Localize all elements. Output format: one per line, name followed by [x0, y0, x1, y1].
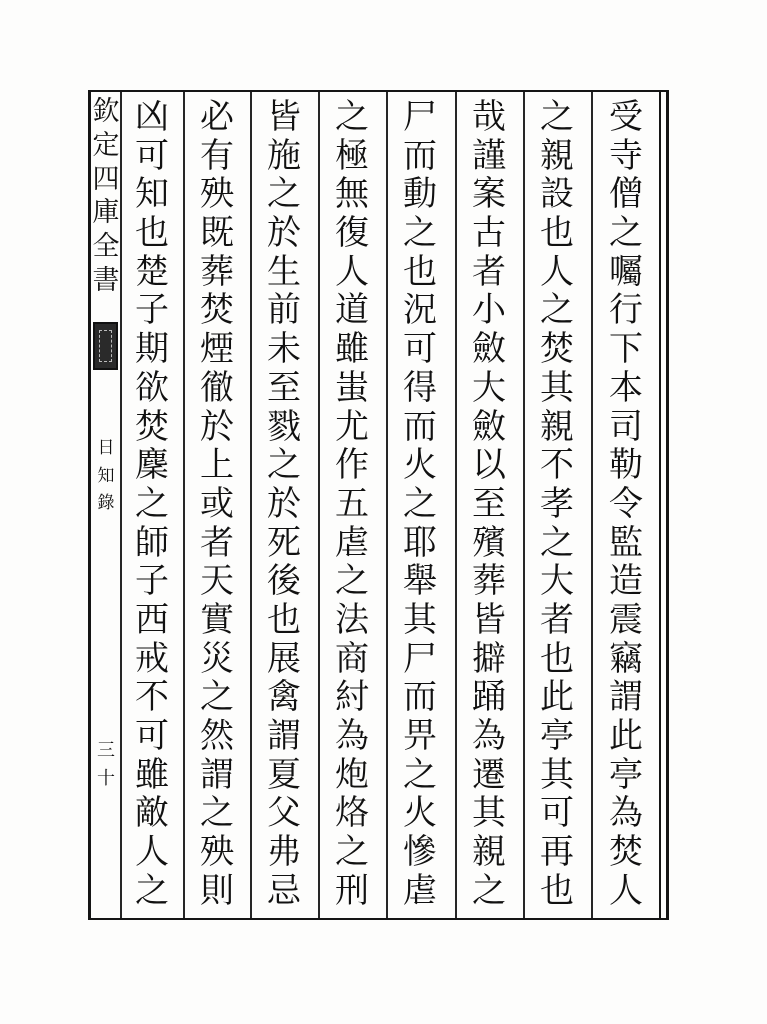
character: 可 [135, 716, 169, 756]
character: 者 [540, 599, 574, 640]
character: 至 [472, 483, 506, 524]
character: 慘 [403, 832, 437, 873]
character: 之 [335, 561, 369, 602]
character: 得 [403, 367, 437, 408]
character: 謂 [200, 754, 234, 795]
character: 其 [540, 754, 574, 795]
character: 亭 [540, 716, 574, 756]
character: 可 [540, 793, 574, 834]
character: 未 [267, 329, 301, 370]
frame-top-border [88, 90, 668, 92]
character: 古 [472, 213, 506, 254]
volume-label-box [93, 322, 118, 370]
character: 踊 [472, 677, 506, 718]
character: 畀 [403, 716, 437, 756]
character: 其 [403, 599, 437, 640]
character: 之 [267, 174, 301, 215]
character: 司 [609, 406, 643, 447]
character: 令 [609, 483, 643, 524]
character: 造 [609, 561, 643, 602]
text-column-1 [595, 97, 657, 911]
character: 十 [97, 768, 115, 789]
character: 戒 [135, 638, 169, 679]
character: 遷 [472, 754, 506, 795]
character: 再 [540, 832, 574, 873]
character: 前 [267, 290, 301, 331]
character: 全 [92, 231, 120, 263]
character: 殃 [200, 174, 234, 215]
character: 之 [540, 290, 574, 331]
character: 者 [200, 522, 234, 563]
character: 煙 [200, 329, 234, 370]
character: 囑 [609, 251, 643, 292]
character: 楚 [135, 251, 169, 292]
character: 五 [335, 483, 369, 524]
character: 定 [92, 129, 120, 161]
character: 下 [609, 329, 643, 370]
character: 炮 [335, 754, 369, 795]
book-title [93, 440, 119, 512]
character: 敵 [135, 793, 169, 834]
character: 知 [97, 465, 115, 486]
character: 不 [540, 445, 574, 486]
character: 擗 [472, 638, 506, 679]
character: 此 [540, 677, 574, 718]
character: 四 [92, 163, 120, 195]
character: 受 [609, 97, 643, 137]
character: 實 [200, 599, 234, 640]
character: 庫 [92, 197, 120, 229]
character: 尸 [403, 638, 437, 679]
column-rule [318, 92, 320, 918]
character: 可 [135, 135, 169, 176]
frame-right-outer-border [666, 90, 669, 920]
character: 舉 [403, 561, 437, 602]
collection-title [90, 98, 122, 294]
character: 也 [540, 870, 574, 911]
character: 之 [540, 97, 574, 137]
character: 師 [135, 522, 169, 563]
character: 火 [403, 793, 437, 834]
character: 之 [335, 832, 369, 873]
text-column-5 [321, 97, 383, 911]
page-number [93, 742, 119, 788]
character: 之 [540, 522, 574, 563]
character: 生 [267, 251, 301, 292]
character: 設 [540, 174, 574, 215]
character: 而 [403, 135, 437, 176]
character: 而 [403, 677, 437, 718]
character: 災 [200, 638, 234, 679]
character: 也 [540, 213, 574, 254]
character: 斂 [472, 329, 506, 370]
character: 葬 [472, 561, 506, 602]
character: 大 [540, 561, 574, 602]
character: 也 [403, 251, 437, 292]
character: 復 [335, 213, 369, 254]
character: 知 [135, 174, 169, 215]
character: 於 [267, 213, 301, 254]
character: 作 [335, 445, 369, 486]
character: 為 [472, 716, 506, 756]
character: 三 [97, 740, 115, 761]
character: 為 [335, 716, 369, 756]
character: 欲 [135, 367, 169, 408]
character: 監 [609, 522, 643, 563]
character: 弗 [267, 832, 301, 873]
character: 其 [540, 367, 574, 408]
character: 斂 [472, 406, 506, 447]
character: 徹 [200, 367, 234, 408]
character: 錄 [97, 493, 115, 513]
character: 大 [472, 367, 506, 408]
character: 案 [472, 174, 506, 215]
character: 竊 [609, 638, 643, 679]
character: 烙 [335, 793, 369, 834]
character: 父 [267, 793, 301, 834]
character: 雖 [135, 754, 169, 795]
character: 則 [200, 870, 234, 911]
character: 禽 [267, 677, 301, 718]
text-column-2 [526, 97, 588, 911]
character: 焚 [200, 290, 234, 331]
character: 此 [609, 716, 643, 756]
character: 或 [200, 483, 234, 524]
character: 於 [200, 406, 234, 447]
character: 施 [267, 135, 301, 176]
character: 火 [403, 445, 437, 486]
character: 既 [200, 213, 234, 254]
character: 紂 [335, 677, 369, 718]
character: 不 [135, 677, 169, 718]
character: 之 [135, 870, 169, 911]
character: 天 [200, 561, 234, 602]
character: 也 [267, 599, 301, 640]
character: 虐 [403, 870, 437, 911]
character: 至 [267, 367, 301, 408]
character: 法 [335, 599, 369, 640]
character: 書 [92, 264, 120, 296]
character: 夏 [267, 754, 301, 795]
character: 亭 [609, 754, 643, 795]
character: 僧 [609, 174, 643, 215]
character: 也 [135, 213, 169, 254]
character: 人 [609, 870, 643, 911]
character: 之 [267, 445, 301, 486]
text-column-3 [458, 97, 520, 911]
character: 小 [472, 290, 506, 331]
character: 日 [97, 438, 115, 458]
character: 為 [609, 793, 643, 834]
character: 子 [135, 561, 169, 602]
character: 蚩 [335, 367, 369, 408]
character: 上 [200, 445, 234, 486]
character: 之 [403, 483, 437, 524]
character: 以 [472, 445, 506, 486]
character: 後 [267, 561, 301, 602]
text-column-8 [121, 97, 183, 911]
character: 尤 [335, 406, 369, 447]
character: 人 [540, 251, 574, 292]
character: 其 [472, 793, 506, 834]
character: 本 [609, 367, 643, 408]
character: 展 [267, 638, 301, 679]
character: 之 [472, 870, 506, 911]
character: 耶 [403, 522, 437, 563]
character: 死 [267, 522, 301, 563]
character: 孝 [540, 483, 574, 524]
character: 焚 [609, 832, 643, 873]
character: 子 [135, 290, 169, 331]
character: 刑 [335, 870, 369, 911]
character: 謂 [609, 677, 643, 718]
character: 麇 [135, 445, 169, 486]
character: 之 [403, 754, 437, 795]
character: 忌 [267, 870, 301, 911]
character: 期 [135, 329, 169, 370]
character: 人 [335, 251, 369, 292]
character: 極 [335, 135, 369, 176]
character: 之 [403, 213, 437, 254]
character: 謹 [472, 135, 506, 176]
character: 西 [135, 599, 169, 640]
column-rule [523, 92, 525, 918]
text-column-7 [186, 97, 248, 911]
column-rule [455, 92, 457, 918]
character: 道 [335, 290, 369, 331]
character: 殯 [472, 522, 506, 563]
character: 必 [200, 97, 234, 137]
character: 商 [335, 638, 369, 679]
column-rule [183, 92, 185, 918]
character: 親 [540, 406, 574, 447]
character: 有 [200, 135, 234, 176]
character: 尸 [403, 97, 437, 137]
character: 之 [200, 677, 234, 718]
character: 戮 [267, 406, 301, 447]
column-rule [250, 92, 252, 918]
character: 之 [335, 97, 369, 137]
character: 焚 [540, 329, 574, 370]
character: 虐 [335, 522, 369, 563]
character: 親 [472, 832, 506, 873]
column-rule [386, 92, 388, 918]
character: 可 [403, 329, 437, 370]
character: 焚 [135, 406, 169, 447]
character: 寺 [609, 135, 643, 176]
text-column-6 [253, 97, 315, 911]
character: 震 [609, 599, 643, 640]
character: 行 [609, 290, 643, 331]
character: 而 [403, 406, 437, 447]
character: 之 [200, 793, 234, 834]
character: 皆 [267, 97, 301, 137]
character: 之 [135, 483, 169, 524]
character: 之 [609, 213, 643, 254]
character: 況 [403, 290, 437, 331]
character: 雖 [335, 329, 369, 370]
character: 親 [540, 135, 574, 176]
column-rule [591, 92, 593, 918]
character: 葬 [200, 251, 234, 292]
character: 皆 [472, 599, 506, 640]
character: 謂 [267, 716, 301, 756]
character: 也 [540, 638, 574, 679]
character: 殃 [200, 832, 234, 873]
character: 凶 [135, 97, 169, 137]
character: 於 [267, 483, 301, 524]
character: 動 [403, 174, 437, 215]
character: 然 [200, 716, 234, 756]
character: 者 [472, 251, 506, 292]
character: 人 [135, 832, 169, 873]
frame-right-inner-border [659, 90, 661, 920]
character: 欽 [92, 96, 120, 127]
frame-bottom-border [88, 918, 668, 920]
text-column-4 [389, 97, 451, 911]
character: 勒 [609, 445, 643, 486]
character: 無 [335, 174, 369, 215]
character: 哉 [472, 97, 506, 137]
